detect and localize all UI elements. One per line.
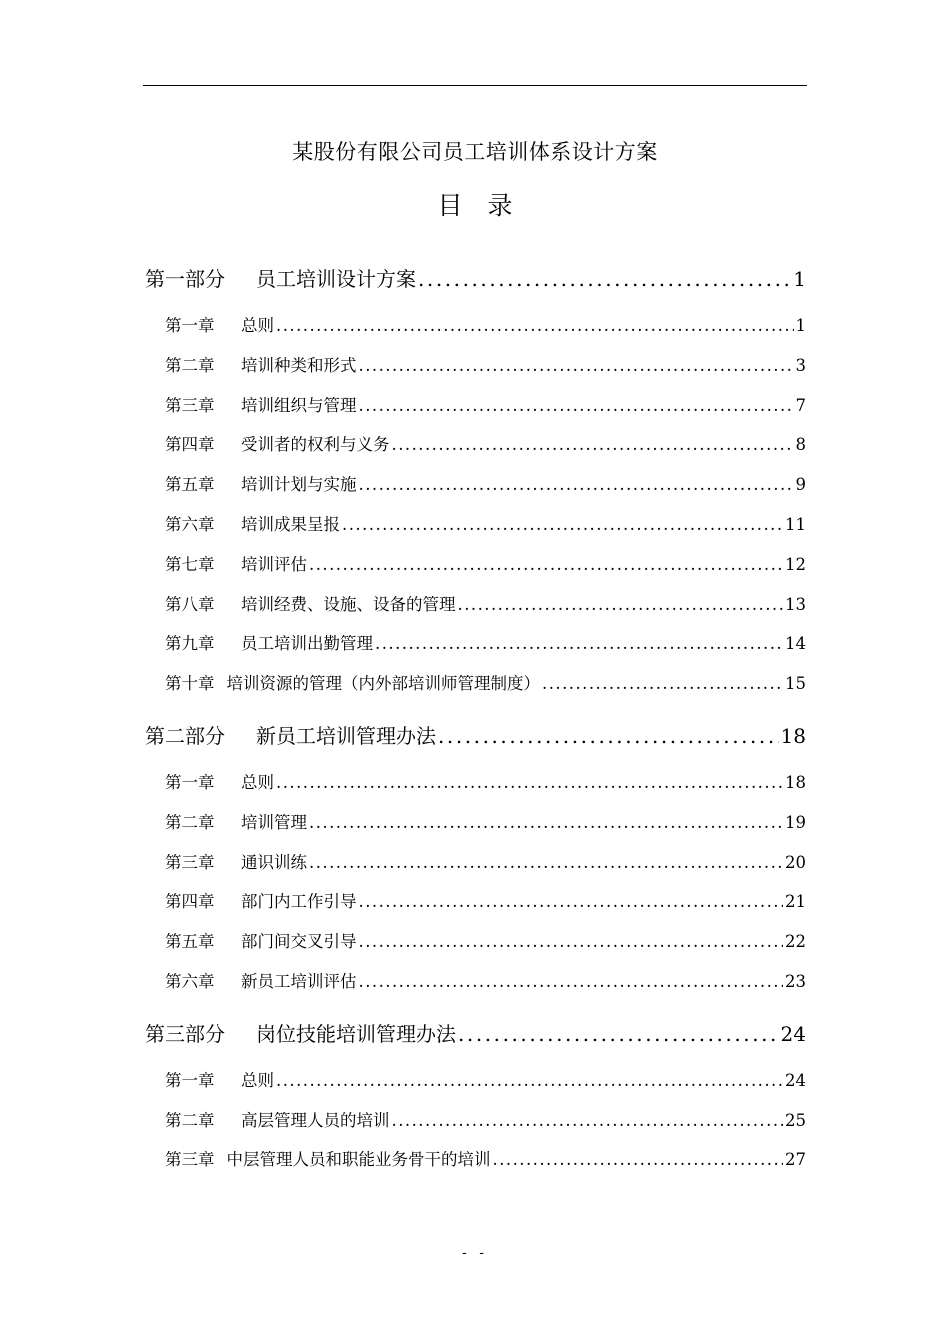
toc-entry-title: 培训成果呈报: [241, 514, 340, 534]
toc-page-number: 23: [785, 971, 806, 991]
toc-page-number: 15: [785, 674, 806, 694]
toc-entry-number: 第三部分: [145, 1021, 225, 1046]
toc-entry-number: 第一章: [165, 316, 215, 335]
toc-entry-number: 第六章: [165, 971, 215, 991]
toc-entry-number: 第七章: [165, 554, 215, 574]
toc-entry-title: 受训者的权利与义务: [241, 435, 390, 455]
toc-chapter-entry[interactable]: [145, 306, 806, 346]
toc-page-number: 24: [780, 1021, 806, 1046]
toc-entry-title: 高层管理人员的培训: [241, 1110, 390, 1130]
toc-entry-title: 员工培训设计方案: [256, 267, 416, 291]
toc-page-number: 24: [785, 1070, 806, 1090]
toc-entry-number: 第一部分: [145, 267, 225, 291]
toc-entry-title: 培训种类和形式: [241, 355, 357, 375]
toc-entry-title: 部门间交叉引导: [241, 932, 357, 952]
toc-entry-number: 第三章: [165, 852, 215, 872]
toc-entry-number: 第二章: [165, 355, 215, 375]
toc-dot-leader: [276, 306, 794, 346]
header-rule: [143, 85, 807, 86]
toc-entry-title: 部门内工作引导: [241, 892, 357, 912]
toc-chapter-entry[interactable]: [145, 346, 806, 386]
toc-dot-leader: [542, 664, 783, 704]
toc-entry-title: 总则: [241, 316, 274, 335]
toc-entry-number: 第三章: [165, 395, 215, 415]
toc-chapter-entry[interactable]: [145, 882, 806, 922]
toc-entry-number: 第十章: [165, 674, 215, 694]
toc-chapter-entry[interactable]: [145, 803, 806, 843]
toc-chapter-entry[interactable]: [145, 962, 806, 1002]
toc-dot-leader: [392, 425, 794, 465]
toc-page-number: 27: [785, 1150, 806, 1170]
toc-page-number: 25: [785, 1110, 806, 1130]
toc-entry-number: 第二章: [165, 1110, 215, 1130]
toc-part-entry[interactable]: [145, 716, 806, 757]
toc-page-number: 19: [785, 812, 806, 832]
toc-part-entry[interactable]: [145, 259, 806, 300]
toc-entry-title: 岗位技能培训管理办法: [256, 1021, 456, 1046]
toc-dot-leader: [309, 545, 783, 585]
toc-entry-number: 第五章: [165, 932, 215, 952]
toc-chapter-entry[interactable]: [145, 1101, 806, 1141]
toc-entry-number: 第五章: [165, 475, 215, 495]
toc-dot-leader: [375, 624, 783, 664]
toc-entry-number: 第四章: [165, 892, 215, 912]
toc-page-number: 1: [793, 267, 806, 291]
toc-page-number: 7: [795, 395, 806, 415]
toc-chapter-entry[interactable]: [145, 505, 806, 545]
toc-dot-leader: [276, 763, 783, 803]
toc-entry-title: 培训管理: [241, 812, 307, 832]
toc-entry-title: 培训计划与实施: [241, 475, 357, 495]
toc-part-entry[interactable]: [145, 1014, 806, 1055]
toc-chapter-entry[interactable]: [145, 664, 806, 704]
toc-dot-leader: [359, 882, 784, 922]
toc-entry-number: 第八章: [165, 594, 215, 614]
page-footer: - -: [462, 1245, 488, 1261]
toc-dot-leader: [276, 1061, 783, 1101]
toc-dot-leader: [359, 386, 794, 426]
toc-dot-leader: [458, 585, 784, 625]
toc-entry-number: 第九章: [165, 634, 215, 654]
toc-entry-number: 第二部分: [145, 723, 225, 748]
toc-chapter-entry[interactable]: [145, 922, 806, 962]
toc-dot-leader: [458, 1014, 779, 1055]
toc-entry-number: 第六章: [165, 514, 215, 534]
toc-page-number: 9: [795, 475, 806, 495]
toc-dot-leader: [309, 843, 783, 883]
toc-entry-title: 培训组织与管理: [241, 395, 357, 415]
toc-entry-number: 第一章: [165, 772, 215, 792]
toc-page-number: 1: [795, 316, 806, 335]
toc-entry-number: 第二章: [165, 812, 215, 832]
toc-chapter-entry[interactable]: [145, 1140, 806, 1180]
toc-dot-leader: [438, 716, 779, 757]
toc-dot-leader: [392, 1101, 784, 1141]
toc-entry-number: 第四章: [165, 435, 215, 455]
toc-entry-number: 第三章: [165, 1150, 215, 1170]
toc-entry-title: 总则: [241, 772, 274, 792]
toc-chapter-entry[interactable]: [145, 624, 806, 664]
toc-entry-title: 中层管理人员和职能业务骨干的培训: [226, 1150, 491, 1170]
document-title: 某股份有限公司员工培训体系设计方案: [292, 140, 658, 164]
toc-chapter-entry[interactable]: [145, 545, 806, 585]
toc-entry-title: 总则: [241, 1070, 274, 1090]
toc-chapter-entry[interactable]: [145, 585, 806, 625]
table-of-contents: [145, 259, 806, 1180]
toc-entry-title: 培训经费、设施、设备的管理: [241, 594, 456, 614]
toc-page-number: 21: [785, 892, 806, 912]
toc-dot-leader: [359, 465, 794, 505]
toc-dot-leader: [309, 803, 783, 843]
toc-page-number: 22: [785, 932, 806, 952]
toc-chapter-entry[interactable]: [145, 465, 806, 505]
toc-entry-title: 培训资源的管理（内外部培训师管理制度）: [226, 674, 540, 694]
toc-chapter-entry[interactable]: [145, 425, 806, 465]
toc-page-number: 8: [795, 435, 806, 455]
toc-chapter-entry[interactable]: [145, 386, 806, 426]
toc-entry-title: 通识训练: [241, 852, 307, 872]
toc-dot-leader: [359, 962, 784, 1002]
toc-page-number: 20: [785, 852, 806, 872]
toc-entry-number: 第一章: [165, 1070, 215, 1090]
toc-entry-title: 新员工培训管理办法: [256, 723, 436, 748]
toc-page-number: 12: [785, 554, 806, 574]
toc-chapter-entry[interactable]: [145, 843, 806, 883]
toc-page-number: 3: [795, 355, 806, 375]
toc-page-number: 18: [780, 723, 806, 748]
toc-page-number: 11: [785, 514, 806, 534]
toc-entry-title: 员工培训出勤管理: [241, 634, 373, 654]
toc-entry-title: 培训评估: [241, 554, 307, 574]
toc-dot-leader: [342, 505, 783, 545]
toc-page-number: 14: [785, 634, 806, 654]
toc-dot-leader: [418, 259, 791, 300]
toc-heading: 目 录: [437, 191, 513, 220]
toc-page-number: 18: [785, 772, 806, 792]
toc-chapter-entry[interactable]: [145, 1061, 806, 1101]
toc-page-number: 13: [785, 594, 806, 614]
toc-chapter-entry[interactable]: [145, 763, 806, 803]
toc-entry-title: 新员工培训评估: [241, 971, 357, 991]
toc-dot-leader: [359, 346, 794, 386]
toc-dot-leader: [359, 922, 784, 962]
toc-dot-leader: [493, 1140, 784, 1180]
